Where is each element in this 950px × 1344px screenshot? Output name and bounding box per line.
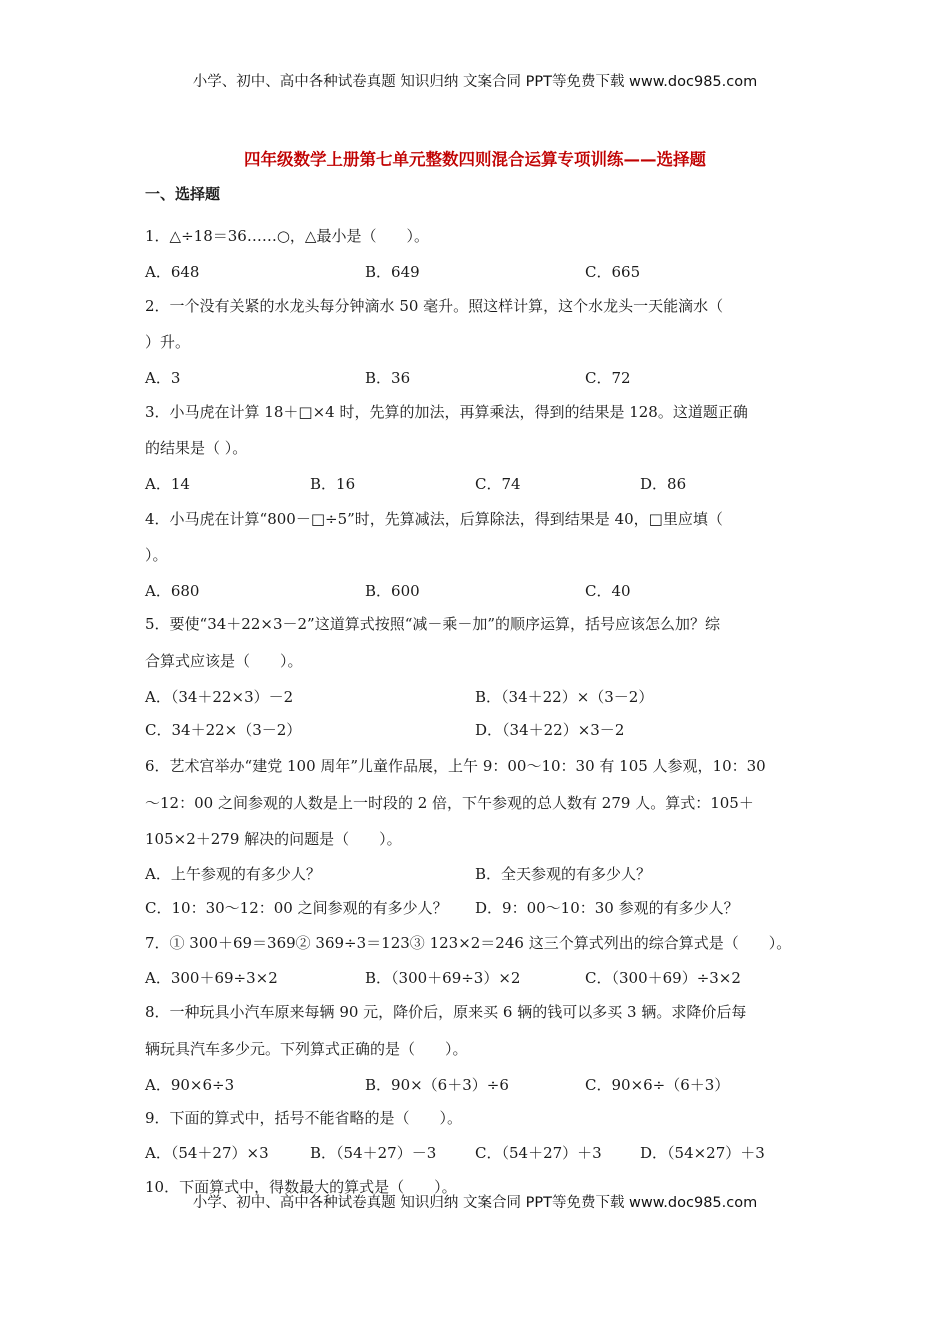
- question-9-text: 9．下面的算式中，括号不能省略的是（ ）。: [145, 1109, 463, 1127]
- question-9-option-b: B．（54＋27）－3: [310, 1144, 437, 1162]
- question-2-option-b: B．36: [365, 369, 411, 387]
- question-7-option-c: C．（300＋69）÷3×2: [585, 969, 741, 987]
- question-9-option-c: C．（54＋27）＋3: [475, 1144, 602, 1162]
- page-header: 小学、初中、高中各种试卷真题 知识归纳 文案合同 PPT等免费下载 www.doc985.com: [192, 74, 758, 90]
- question-7-text: 7．① 300＋69＝369② 369÷3＝123③ 123×2＝246 这三个算式列出的综合算式是（ ）。: [145, 934, 792, 952]
- question-8-text: 辆玩具汽车多少元。下列算式正确的是（ ）。: [145, 1040, 468, 1058]
- question-2-option-c: C．72: [585, 369, 631, 387]
- question-6-text: ～12：00 之间参观的人数是上一时段的 2 倍，下午参观的总人数有 279 人。算式：105＋: [145, 794, 754, 812]
- question-6-option-c: C．10：30～12：00 之间参观的有多少人？: [145, 899, 448, 917]
- question-9-option-d: D．（54×27）＋3: [640, 1144, 765, 1162]
- question-3-text: 3．小马虎在计算 18＋□×4 时，先算的加法，再算乘法，得到的结果是 128。这道题正确: [145, 403, 748, 421]
- question-5-option-a: A．（34＋22×3）－2: [145, 688, 294, 706]
- question-5-text: 合算式应该是（ ）。: [145, 652, 303, 670]
- question-6-option-a: A．上午参观的有多少人？: [145, 865, 321, 883]
- question-4-option-b: B．600: [365, 582, 420, 600]
- question-3-option-c: C．74: [475, 475, 521, 493]
- question-3-option-d: D．86: [640, 475, 687, 493]
- question-8-text: 8．一种玩具小汽车原来每辆 90 元，降价后，原来买 6 辆的钱可以多买 3 辆。求降价后每: [145, 1003, 747, 1021]
- question-6-text: 6．艺术宫举办“建党 100 周年”儿童作品展，上午 9：00～10：30 有 105 人参观，10：30: [145, 757, 766, 775]
- question-1-option-c: C．665: [585, 263, 641, 281]
- question-7-option-b: B．（300＋69÷3）×2: [365, 969, 521, 987]
- question-8-option-a: A．90×6÷3: [145, 1076, 235, 1094]
- question-7-option-a: A．300＋69÷3×2: [145, 969, 278, 987]
- question-1-option-b: B．649: [365, 263, 420, 281]
- question-9-option-a: A．（54＋27）×3: [145, 1144, 269, 1162]
- question-1-text: 1．△÷18＝36……○，△最小是（ ）。: [145, 227, 429, 245]
- question-2-option-a: A．3: [145, 369, 181, 387]
- page-footer: 小学、初中、高中各种试卷真题 知识归纳 文案合同 PPT等免费下载 www.doc985.com: [192, 1195, 758, 1211]
- question-5-text: 5．要使“34＋22×3－2”这道算式按照“减－乘－加”的顺序运算，括号应该怎么加？综: [145, 615, 721, 633]
- section-heading: 一、选择题: [145, 185, 221, 203]
- question-4-option-c: C．40: [585, 582, 631, 600]
- question-1-option-a: A．648: [145, 263, 200, 281]
- question-4-text: 4．小马虎在计算“800－□÷5”时，先算减法，后算除法，得到结果是 40，□里应填（: [145, 510, 723, 528]
- question-8-option-c: C．90×6÷（6＋3）: [585, 1076, 730, 1094]
- question-8-option-b: B．90×（6＋3）÷6: [365, 1076, 509, 1094]
- question-3-option-b: B．16: [310, 475, 356, 493]
- question-10-text: 10．下面算式中，得数最大的算式是（ ）。: [145, 1178, 457, 1196]
- question-3-option-a: A．14: [145, 475, 190, 493]
- question-6-option-d: D．9：00～10：30 参观的有多少人？: [475, 899, 739, 917]
- question-2-text: 2．一个没有关紧的水龙头每分钟滴水 50 毫升。照这样计算，这个水龙头一天能滴水（: [145, 297, 724, 315]
- question-5-option-d: D．（34＋22）×3－2: [475, 721, 625, 739]
- question-3-text: 的结果是（ ）。: [145, 439, 248, 457]
- question-5-option-c: C．34＋22×（3－2）: [145, 721, 302, 739]
- question-2-text: ）升。: [145, 333, 191, 351]
- question-4-option-a: A．680: [145, 582, 200, 600]
- document-title: 四年级数学上册第七单元整数四则混合运算专项训练——选择题: [244, 150, 706, 169]
- question-6-text: 105×2＋279 解决的问题是（ ）。: [145, 830, 402, 848]
- question-5-option-b: B．（34＋22）×（3－2）: [475, 688, 654, 706]
- question-6-option-b: B．全天参观的有多少人？: [475, 865, 652, 883]
- question-4-text: ）。: [145, 546, 168, 564]
